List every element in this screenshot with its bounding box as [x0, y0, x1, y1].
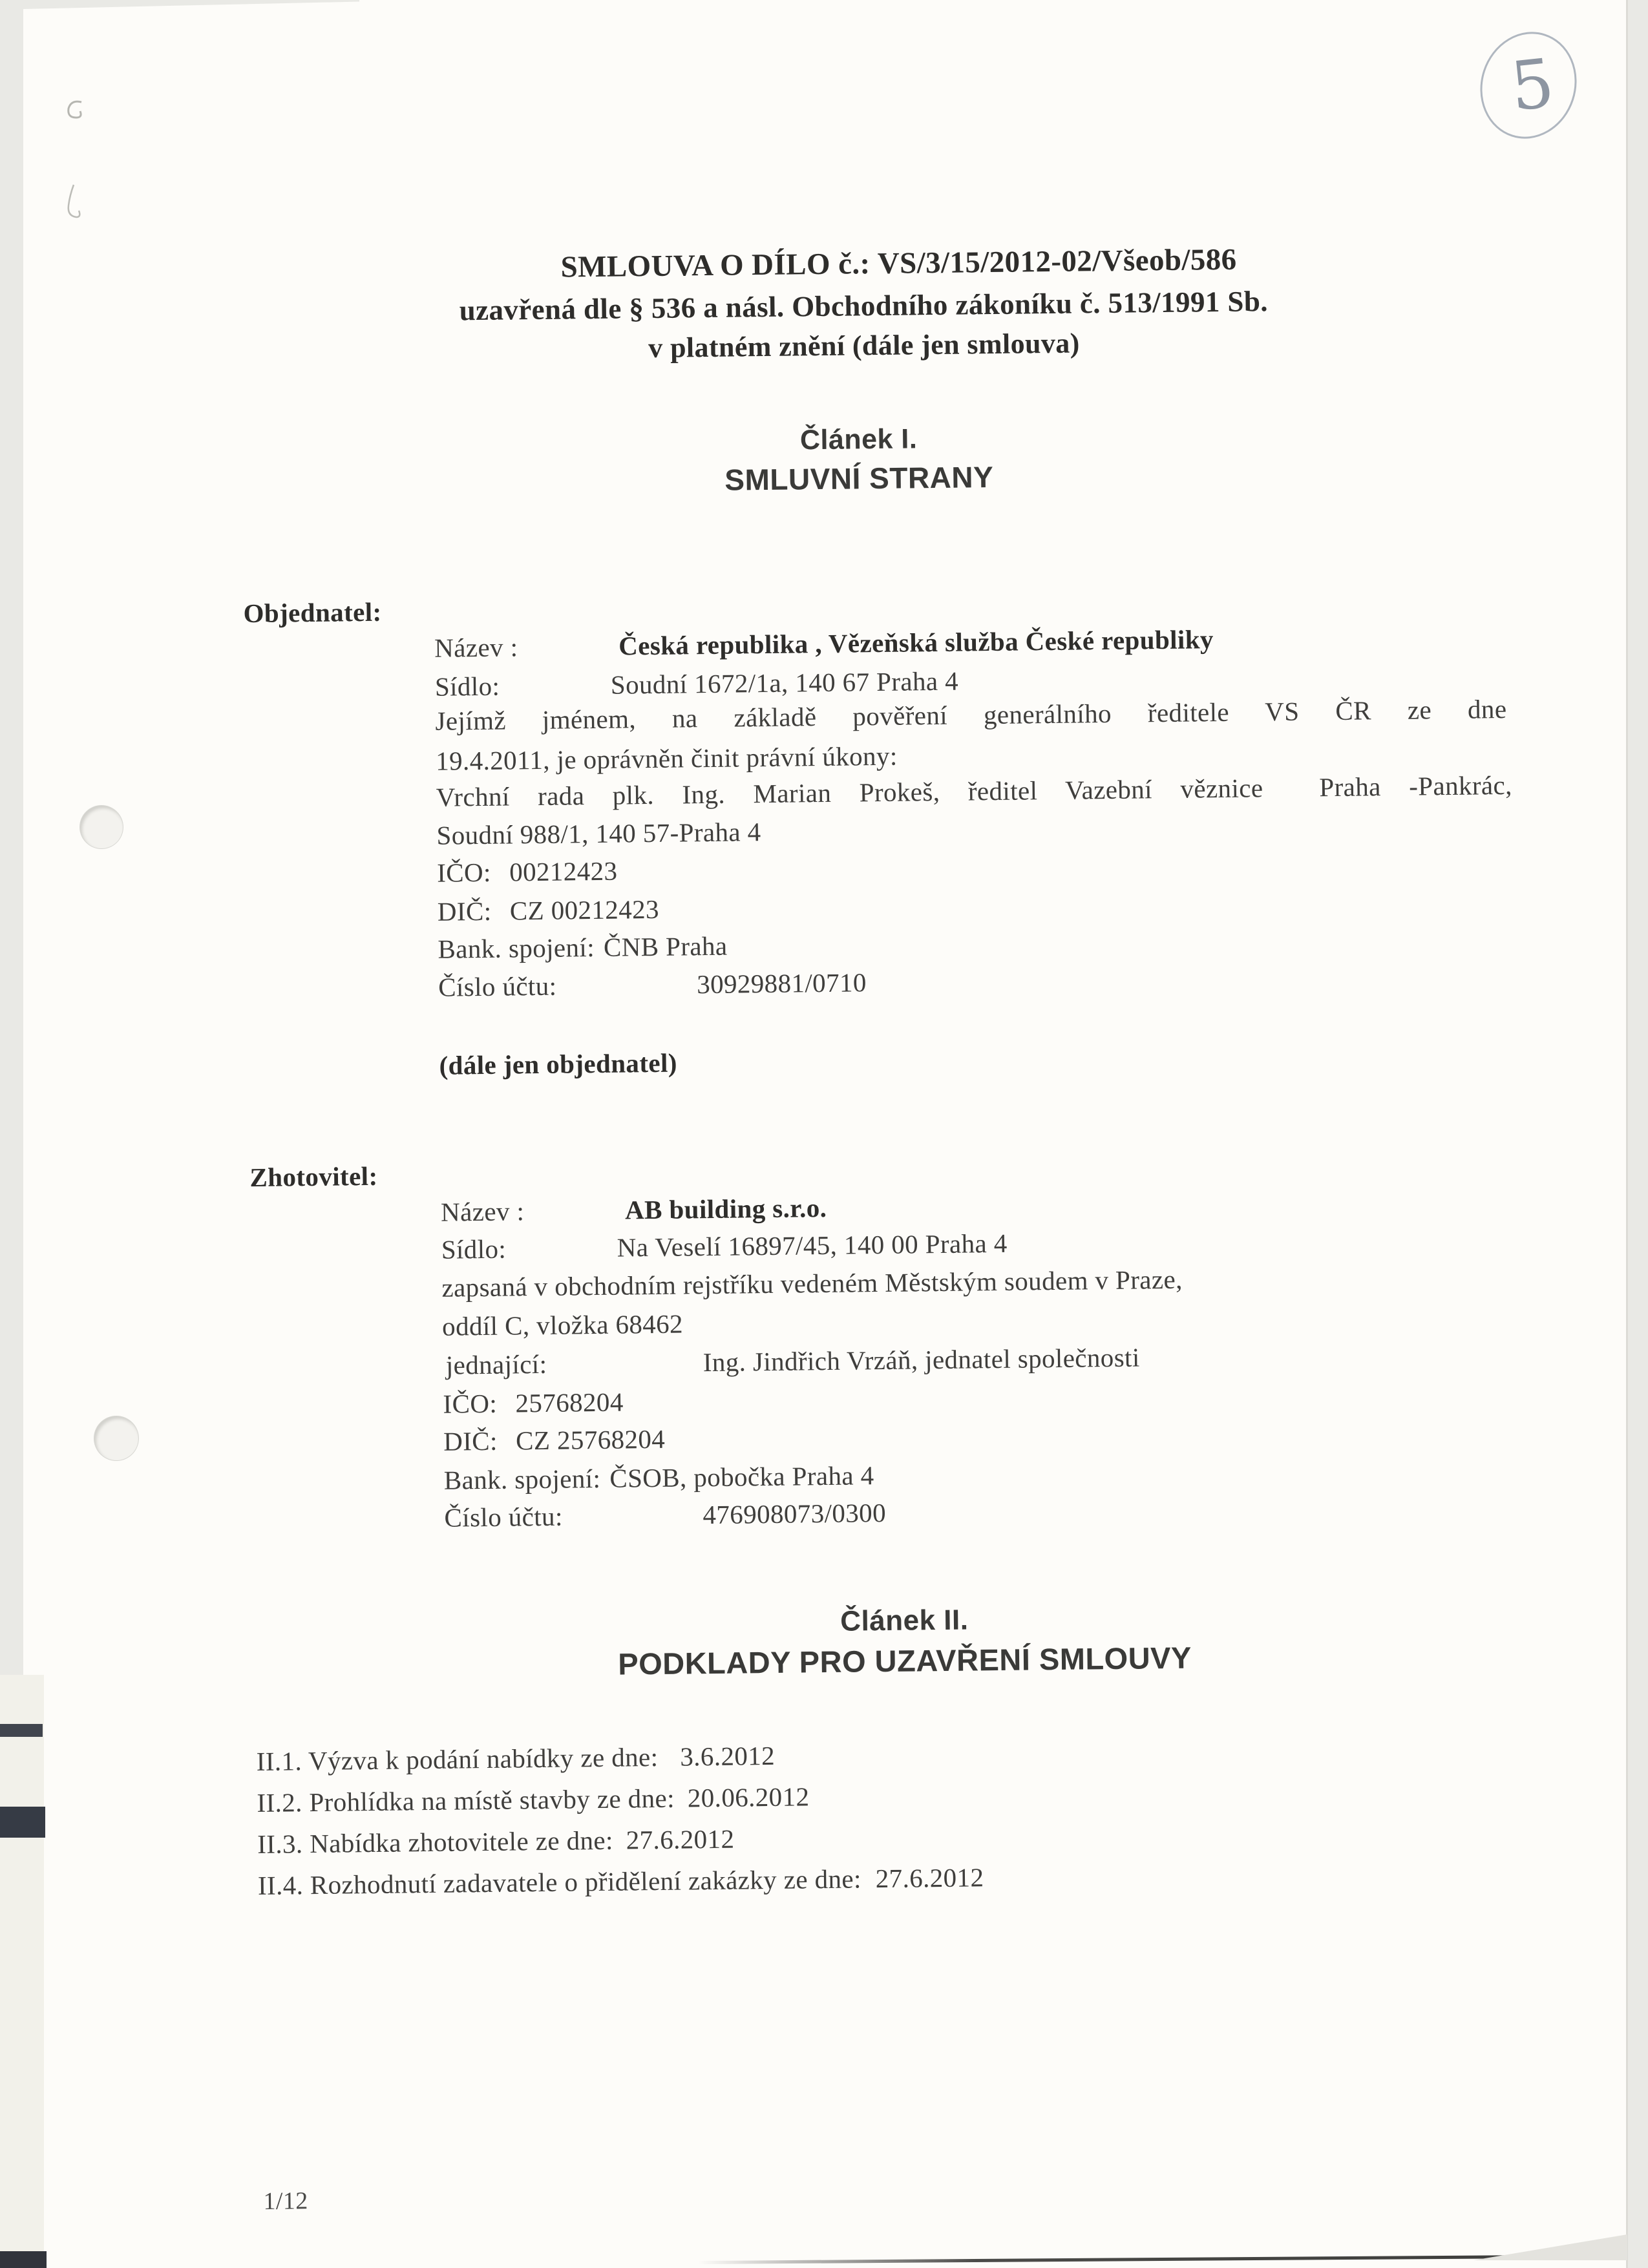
zhotovitel-registry-line2: oddíl C, vložka 68462 — [441, 1308, 684, 1341]
item-date: 27.6.2012 — [875, 1862, 984, 1894]
sidlo-value: Soudní 1672/1a, 140 67 Praha 4 — [610, 666, 959, 700]
zhotovitel-dic-row — [443, 1423, 666, 1457]
nazev-value: Česká republika , Vězeňská služba České republiky — [618, 624, 1214, 661]
ucet-label: Číslo účtu: — [438, 971, 557, 1002]
jednajici-label: jednající: — [445, 1349, 547, 1380]
item-text: II.3. Nabídka zhotovitele ze dne: — [257, 1825, 613, 1860]
dic-label: DIČ: — [443, 1425, 498, 1456]
nazev-label: Název : — [434, 632, 518, 663]
ico-value: 00212423 — [509, 856, 618, 887]
article2-item — [256, 1740, 775, 1777]
handwritten-page-number: 5 — [1506, 43, 1558, 127]
ico-value: 25768204 — [515, 1387, 624, 1418]
article2-item — [257, 1823, 735, 1860]
dic-value: CZ 25768204 — [515, 1423, 666, 1456]
zhotovitel-jednajici-row — [446, 1341, 1140, 1381]
article1-heading: Článek I. — [799, 423, 918, 456]
ucet-value: 476908073/0300 — [703, 1497, 887, 1530]
objednatel-heading: Objednatel: — [243, 596, 382, 629]
zhotovitel-ico-row — [443, 1387, 624, 1420]
objednatel-sidlo-row — [435, 666, 959, 703]
objednatel-dic-row — [438, 894, 660, 927]
item-text: II.2. Prohlídka na místě stavby ze dne: — [257, 1783, 675, 1818]
bank-label: Bank. spojení: — [443, 1463, 601, 1495]
objednatel-authority-line2: 19.4.2011, je oprávněn činit právní úkony: — [435, 740, 898, 776]
bank-value: ČSOB, pobočka Praha 4 — [609, 1460, 874, 1493]
objednatel-bank-row — [438, 930, 728, 965]
objednatel-ico-row — [437, 856, 618, 889]
zhotovitel-sidlo-row — [441, 1228, 1008, 1265]
objednatel-nazev-row — [434, 624, 1214, 664]
article2-item — [257, 1781, 809, 1818]
article2-heading: Článek II. — [840, 1604, 969, 1637]
contract-subtitle-version: v platném znění (dále jen smlouva) — [648, 327, 1080, 364]
ico-label: IČO: — [443, 1388, 498, 1419]
objednatel-note: (dále jen objednatel) — [439, 1047, 678, 1080]
ucet-value: 30929881/0710 — [696, 967, 867, 1000]
contract-title: SMLOUVA O DÍLO č.: VS/3/15/2012-02/Všeob/586 — [560, 242, 1237, 284]
objednatel-representative-line1: Vrchní rada plk. Ing. Marian Prokeš, ředitel Vazební věznice Praha -Pankrác, — [436, 770, 1512, 812]
contract-subtitle-law: uzavřená dle § 536 a násl. Obchodního zákoníku č. 513/1991 Sb. — [459, 285, 1269, 327]
objednatel-representative-line2: Soudní 988/1, 140 57-Praha 4 — [436, 817, 761, 850]
zhotovitel-registry-line1: zapsaná v obchodním rejstříku vedeném Městským soudem v Praze, — [441, 1264, 1183, 1303]
zhotovitel-nazev-row — [441, 1192, 827, 1228]
sidlo-value: Na Veselí 16897/45, 140 00 Praha 4 — [617, 1228, 1008, 1263]
article2-subheading: PODKLADY PRO UZAVŘENÍ SMLOUVY — [617, 1640, 1192, 1681]
zhotovitel-heading: Zhotovitel: — [249, 1160, 378, 1193]
dic-value: CZ 00212423 — [509, 894, 660, 926]
objednatel-ucet-row — [438, 967, 867, 1003]
article2-item — [258, 1862, 984, 1901]
nazev-value: AB building s.r.o. — [624, 1192, 827, 1225]
bank-label: Bank. spojení: — [438, 932, 595, 964]
item-text: II.1. Výzva k podání nabídky ze dne: — [256, 1741, 659, 1777]
item-text: II.4. Rozhodnutí zadavatele o přidělení zakázky ze dne: — [257, 1864, 861, 1901]
jednajici-value: Ing. Jindřich Vrzáň, jednatel společnosti — [703, 1342, 1140, 1378]
nazev-label: Název : — [440, 1196, 525, 1227]
item-date: 27.6.2012 — [626, 1823, 735, 1855]
page-number-indicator: 1/12 — [263, 2187, 308, 2215]
article1-subheading: SMLUVNÍ STRANY — [724, 459, 994, 497]
ico-label: IČO: — [436, 857, 492, 888]
dic-label: DIČ: — [437, 896, 492, 927]
objednatel-authority-line1: Jejímž jménem, na základě pověření generálního ředitele VS ČR ze dne — [435, 693, 1507, 736]
ucet-label: Číslo účtu: — [444, 1501, 563, 1533]
sidlo-label: Sídlo: — [441, 1234, 507, 1265]
zhotovitel-bank-row — [444, 1460, 874, 1496]
bank-value: ČNB Praha — [603, 930, 728, 962]
zhotovitel-ucet-row — [444, 1497, 886, 1533]
item-date: 3.6.2012 — [680, 1740, 776, 1772]
item-date: 20.06.2012 — [687, 1781, 810, 1813]
sidlo-label: Sídlo: — [434, 671, 500, 702]
